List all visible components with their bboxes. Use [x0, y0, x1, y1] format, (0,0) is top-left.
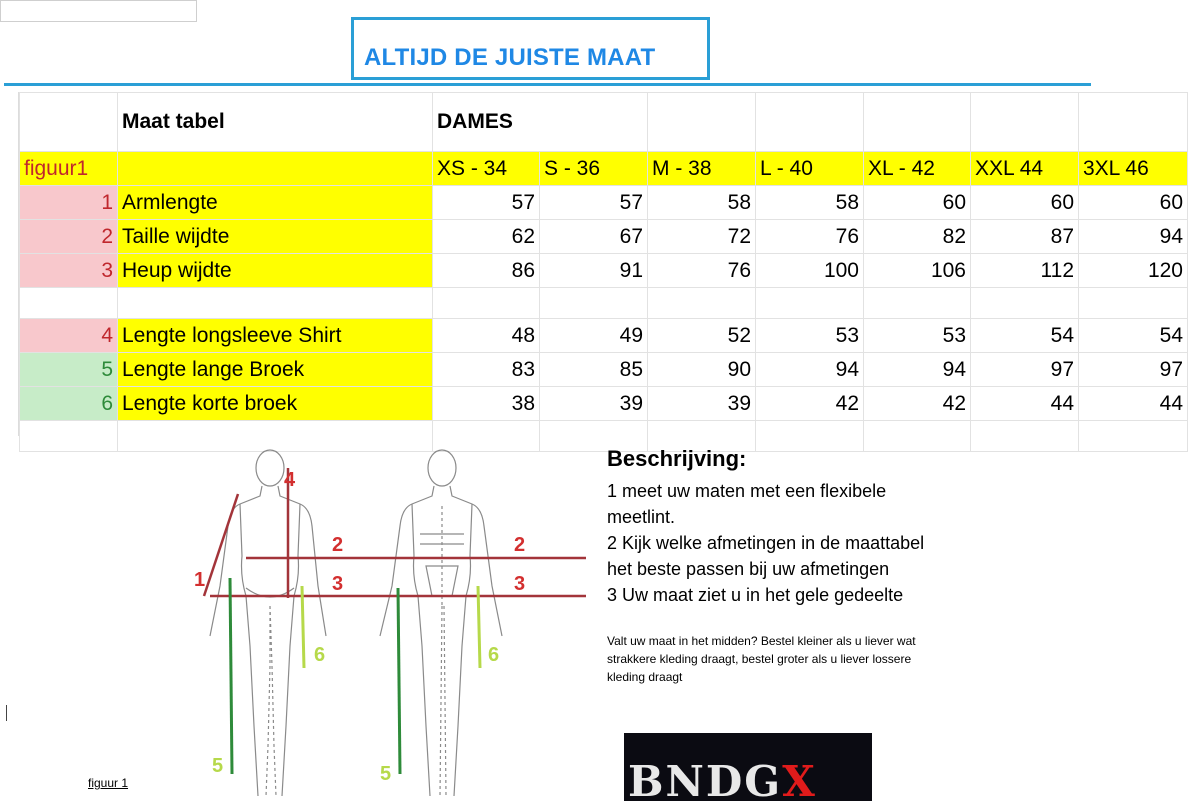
cell-value: 48 [433, 319, 540, 353]
cell-value: 58 [648, 186, 756, 220]
cell-value: 87 [971, 220, 1079, 254]
cell-value: 94 [864, 353, 971, 387]
text-cursor [6, 705, 7, 721]
marker-6: 6 [314, 644, 326, 666]
size-header: 3XL 46 [1079, 152, 1188, 186]
figure-label: figuur1 [20, 152, 118, 186]
cell-value: 94 [1079, 220, 1188, 254]
name-box[interactable] [0, 0, 197, 22]
row-number: 4 [20, 319, 118, 353]
cell-value: 39 [540, 387, 648, 421]
size-header: XL - 42 [864, 152, 971, 186]
marker-3-back: 3 [514, 573, 526, 595]
row-label: Armlengte [118, 186, 433, 220]
cell-value: 90 [648, 353, 756, 387]
table-row [20, 186, 1188, 220]
measurement-figure [180, 446, 600, 812]
banner-divider [4, 83, 1091, 86]
cell-value: 57 [433, 186, 540, 220]
cell-value: 97 [1079, 353, 1188, 387]
cell-value: 60 [1079, 186, 1188, 220]
cell-value: 53 [756, 319, 864, 353]
cell-value: 62 [433, 220, 540, 254]
marker-5-back: 5 [380, 763, 392, 785]
cell-value: 76 [648, 254, 756, 288]
size-header: M - 38 [648, 152, 756, 186]
row-label: Lengte longsleeve Shirt [118, 319, 433, 353]
size-header: XXL 44 [971, 152, 1079, 186]
logo-main: BNDG [628, 757, 783, 801]
row-number: 3 [20, 254, 118, 288]
marker-1: 1 [194, 569, 206, 591]
size-table [18, 92, 1187, 436]
cell-value: 72 [648, 220, 756, 254]
banner-title: ALTIJD DE JUISTE MAAT [351, 17, 710, 80]
cell-value: 60 [864, 186, 971, 220]
front-body-outline [210, 450, 326, 796]
corner-cell [20, 93, 118, 152]
cell-value: 44 [1079, 387, 1188, 421]
cell-value: 38 [433, 387, 540, 421]
cell-value: 83 [433, 353, 540, 387]
measurement-lines [204, 468, 586, 774]
row-label: Heup wijdte [118, 254, 433, 288]
row-label: Lengte korte broek [118, 387, 433, 421]
cell-value: 60 [971, 186, 1079, 220]
row-label: Taille wijdte [118, 220, 433, 254]
cell-value: 44 [971, 387, 1079, 421]
step-text: 3 Uw maat ziet u in het gele gedeelte [607, 585, 904, 605]
cell-value: 106 [864, 254, 971, 288]
cell-value: 58 [756, 186, 864, 220]
cell-value: 76 [756, 220, 864, 254]
logo-accent: X [782, 757, 817, 801]
cell-value: 52 [648, 319, 756, 353]
cell-value: 57 [540, 186, 648, 220]
marker-2: 2 [332, 534, 344, 556]
marker-5: 5 [212, 755, 224, 777]
marker-6-back: 6 [488, 644, 500, 666]
size-header: L - 40 [756, 152, 864, 186]
row-number: 5 [20, 353, 118, 387]
row-label: Lengte lange Broek [118, 353, 433, 387]
group-title: DAMES [433, 93, 648, 152]
table-title: Maat tabel [118, 93, 433, 152]
cell-value: 42 [864, 387, 971, 421]
cell-value: 54 [971, 319, 1079, 353]
header-label-cell [118, 152, 433, 186]
table-row [20, 353, 1188, 387]
size-header: XS - 34 [433, 152, 540, 186]
cell-value: 94 [756, 353, 864, 387]
cell-value: 120 [1079, 254, 1188, 288]
figure-caption: figuur 1 [88, 776, 129, 790]
cell-value: 82 [864, 220, 971, 254]
cell-value: 85 [540, 353, 648, 387]
brand-logo [624, 733, 872, 801]
table-row [20, 319, 1188, 353]
table-row [20, 254, 1188, 288]
cell-value: 49 [540, 319, 648, 353]
cell-value: 54 [1079, 319, 1188, 353]
cell-value: 112 [971, 254, 1079, 288]
cell-value: 42 [756, 387, 864, 421]
step-text: 2 Kijk welke afmetingen in de maattabel het beste passen bij uw afmetingen [607, 533, 925, 579]
cell-value: 91 [540, 254, 648, 288]
blank-row [20, 288, 1188, 319]
table-row [20, 220, 1188, 254]
cell-value: 39 [648, 387, 756, 421]
row-number: 1 [20, 186, 118, 220]
cell-value: 86 [433, 254, 540, 288]
marker-3: 3 [332, 573, 344, 595]
description-title: Beschrijving: [607, 446, 747, 471]
table-row [20, 387, 1188, 421]
row-number: 2 [20, 220, 118, 254]
description [607, 446, 937, 686]
description-note: Valt uw maat in het midden? Bestel kleiner als u liever wat strakkere kleding draagt, bestel groter als u liever lossere kleding draagt [607, 634, 916, 684]
cell-value: 100 [756, 254, 864, 288]
cell-value: 97 [971, 353, 1079, 387]
size-header: S - 36 [540, 152, 648, 186]
row-number: 6 [20, 387, 118, 421]
marker-2-back: 2 [514, 534, 526, 556]
step-text: 1 meet uw maten met een flexibele meetlint. [607, 481, 887, 527]
cell-value: 53 [864, 319, 971, 353]
cell-value: 67 [540, 220, 648, 254]
marker-4: 4 [284, 469, 296, 491]
